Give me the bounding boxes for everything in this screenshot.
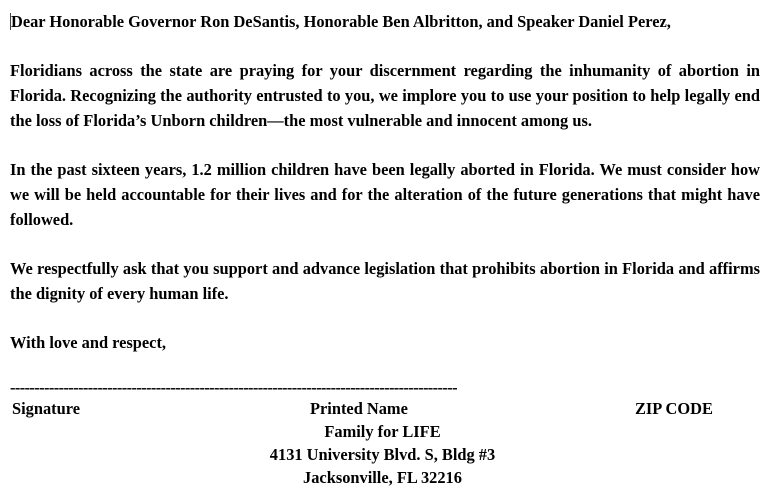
body-paragraph-1: Floridians across the state are praying for your discernment regarding the inhumanity of abortion in Florida. Recognizing the authority entrusted to you, we implore you to use your position to help legally end the loss of Florida’s Unborn children—the most vulnerable and innocent among us. <box>10 61 760 130</box>
organization-address-line-1: 4131 University Blvd. S, Bldg #3 <box>269 445 496 464</box>
organization-address-block <box>5 420 760 489</box>
paragraph-spacer <box>10 34 760 58</box>
zip-code-label: ZIP CODE <box>635 399 713 418</box>
salutation-paragraph <box>10 9 760 34</box>
paragraph-spacer <box>10 232 760 256</box>
signature-field-row <box>10 398 760 420</box>
paragraph-spacer <box>10 133 760 157</box>
organization-name: Family for LIFE <box>324 422 441 441</box>
signature-label: Signature <box>12 399 81 418</box>
salutation-text: Dear Honorable Governor Ron DeSantis, Honorable Ben Albritton, and Speaker Daniel Perez, <box>11 12 671 31</box>
paragraph-spacer <box>10 306 760 330</box>
body-paragraph-2: In the past sixteen years, 1.2 million children have been legally aborted in Florida. We must consider how we will be held accountable for their lives and for the alteration of the future generations that might have followed. <box>10 160 760 229</box>
closing-line: With love and respect, <box>10 333 167 352</box>
signature-divider: -------------------------------------------------------------------------------------------- <box>10 382 457 394</box>
organization-address-line-2: Jacksonville, FL 32216 <box>303 468 462 487</box>
body-paragraph-3: We respectfully ask that you support and advance legislation that prohibits abortion in Florida and affirms the dignity of every human life. <box>10 259 760 303</box>
closing-spacer <box>10 355 760 376</box>
printed-name-label: Printed Name <box>310 399 408 418</box>
